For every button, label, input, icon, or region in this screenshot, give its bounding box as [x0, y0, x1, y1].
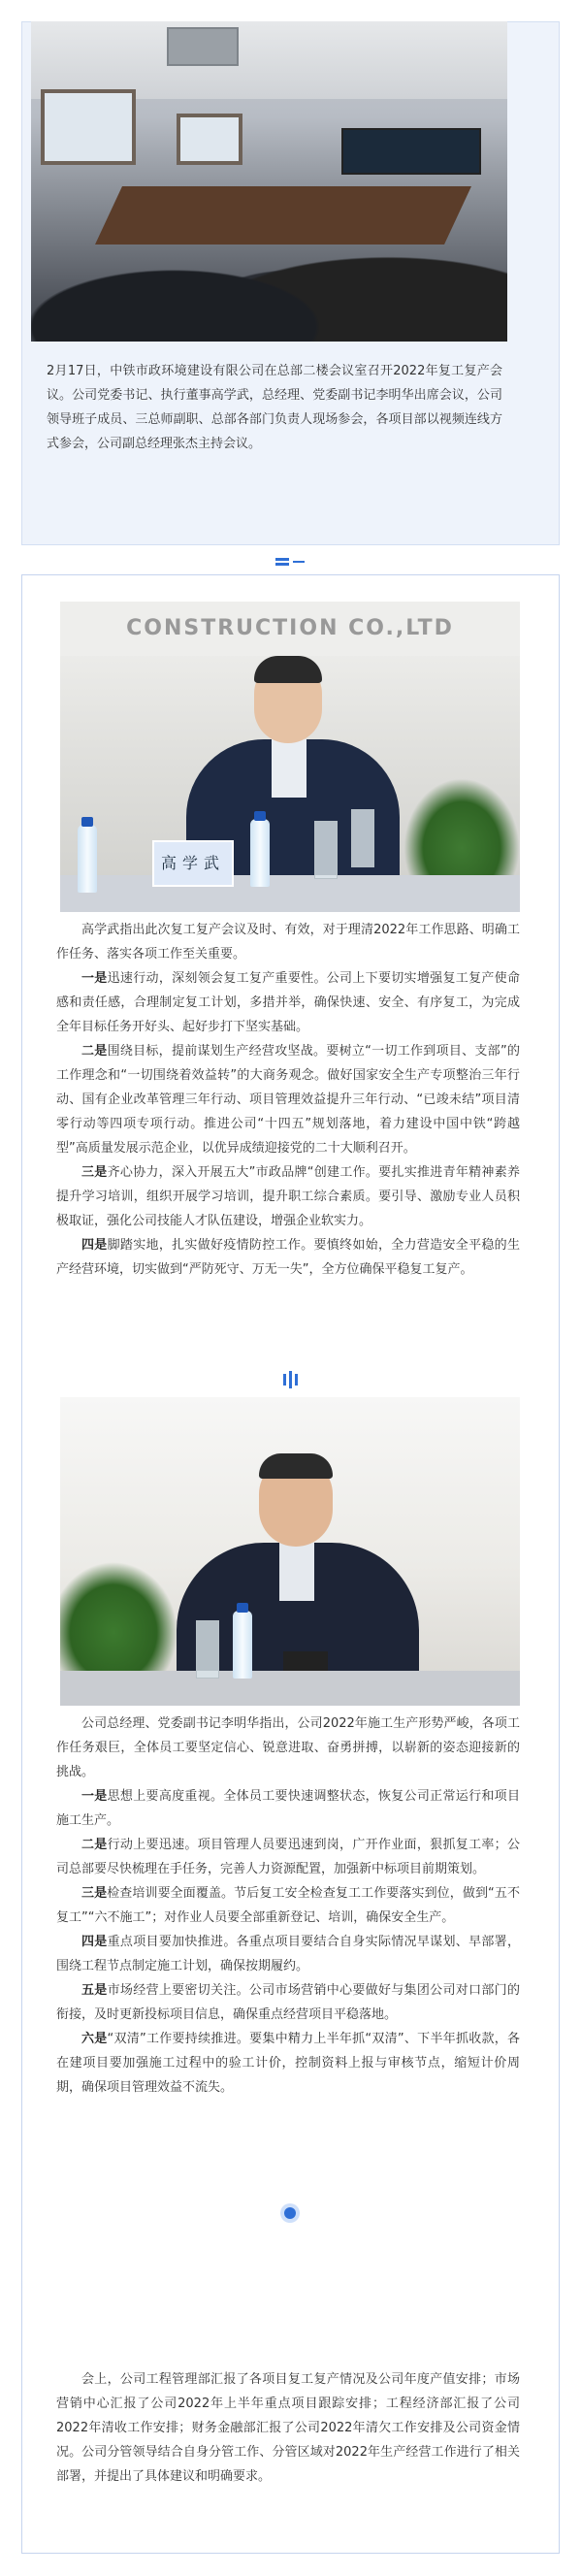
photo-attendees: [31, 196, 507, 342]
speaker-li-photo: [60, 1397, 520, 1706]
photo-ceiling: [31, 21, 507, 99]
photo-desk: [60, 1671, 520, 1706]
photo-window: [41, 89, 136, 165]
list-item: 六是“双清”工作要持续推进。要集中精力上半年抓“双清”、下半年抓收款，各在建项目要加强施工过程中的验工计价，控制资料上报与审核节点，缩短计价周期，确保项目管理效益不流失。: [56, 2032, 520, 2095]
glass: [196, 1620, 219, 1679]
photo-banner-text: CONSTRUCTION CO.,LTD: [60, 602, 520, 656]
divider-bars-icon: [280, 1371, 300, 1388]
water-bottle: [233, 1611, 252, 1679]
photo-window: [177, 114, 242, 165]
water-bottle: [78, 825, 97, 893]
divider-dash-icon: [274, 554, 307, 570]
list-item: 四是脚踏实地，扎实做好疫情防控工作。要慎终如始，全力营造安全平稳的生产经营环境，切实做到“严防死守、万无一失”，全方位确保平稳复工复产。: [56, 1238, 520, 1277]
water-bottle: [250, 819, 270, 887]
list-item: 三是检查培训要全面覆盖。节后复工安全检查复工工作要落实到位，做到“五不复工”“六不施工”；对作业人员要全部重新登记、培训，确保安全生产。: [56, 1886, 520, 1925]
photo-air-conditioner: [167, 27, 239, 66]
microphone-base: [283, 1651, 328, 1671]
speaker-hair: [259, 1453, 333, 1479]
speaker-gao-photo: [60, 602, 520, 912]
list-item: 五是市场经营上要密切关注。公司市场营销中心要做好与集团公司对口部门的衔接，及时更新投标项目信息，确保重点经营项目平稳落地。: [56, 1983, 520, 2022]
glass: [351, 809, 374, 867]
photo-video-wall: [341, 128, 481, 175]
nameplate: 高学武: [152, 840, 234, 887]
list-item: 二是围绕目标，提前谋划生产经营攻坚战。要树立“一切工作到项目、支部”的工作理念和“一切围绕着效益转”的大商务观念。做好国家安全生产专项整治三年行动、国有企业改革管理三年行动、项目管理效益提升三年行动、“已竣未结”项目清零行动等四项专项行动。推进公司“十四五”规划落地，着力建设中国中铁“跨越型”高质量发展示范企业，以优异成绩迎接党的二十大顺利召开。: [56, 1044, 520, 1156]
summary-paragraph: 会上，公司工程管理部汇报了各项目复工复产情况及公司年度产值安排；市场营销中心汇报了公司2022年上半年重点项目跟踪安排；工程经济部汇报了公司2022年清收工作安排；财务金融部汇报了公司2022年清欠工作安排及公司资金情况。公司分管领导结合自身分管工作、分管区域对2022年生产经营工作进行了相关部署，并提出了具体建议和明确要求。: [56, 2372, 520, 2484]
list-item: 一是迅速行动，深刻领会复工复产重要性。公司上下要切实增强复工复产使命感和责任感，合理制定复工计划，多措并举，确保快速、安全、有序复工，为完成全年目标任务开好头、起好步打下坚实基础。: [56, 971, 520, 1034]
section-summary-text: [56, 2367, 520, 2489]
divider-dot-icon: [279, 2202, 301, 2224]
section-li-text: [56, 1712, 520, 2100]
list-item: 三是齐心协力，深入开展五大”市政品牌“创建工作。要扎实推进青年精神素养提升学习培训，组织开展学习培训，提升职工综合素质。要引导、激励专业人员积极取证，强化公司技能人才队伍建设，增强企业软实力。: [56, 1165, 520, 1228]
meeting-room-photo: [31, 21, 507, 342]
glass: [314, 821, 338, 879]
photo-desk: [60, 875, 520, 912]
list-item: 一是思想上要高度重视。全体员工要快速调整状态，恢复公司正常运行和项目施工生产。: [56, 1789, 520, 1828]
section-intro: 公司总经理、党委副书记李明华指出，公司2022年施工生产形势严峻，各项工作任务艰巨，全体员工要坚定信心、锐意进取、奋勇拼搏，以崭新的姿态迎接新的挑战。: [56, 1716, 520, 1779]
speaker-shirt: [279, 1543, 314, 1601]
section-intro: 高学武指出此次复工复产会议及时、有效，对于理清2022年工作思路、明确工作任务、落实各项工作至关重要。: [56, 923, 520, 962]
list-item: 四是重点项目要加快推进。各重点项目要结合自身实际情况早谋划、早部署，围绕工程节点制定施工计划，确保按期履约。: [56, 1935, 520, 1973]
list-item: 二是行动上要迅速。项目管理人员要迅速到岗，广开作业面，狠抓复工率；公司总部要尽快梳理在手任务，完善人力资源配置，加强新中标项目前期策划。: [56, 1838, 520, 1876]
intro-paragraph: 2月17日，中铁市政环境建设有限公司在总部二楼会议室召开2022年复工复产会议。公司党委书记、执行董事高学武，总经理、党委副书记李明华出席会议，公司领导班子成员、三总师副职、总部各部门负责人现场参会，各项目部以视频连线方式参会，公司副总经理张杰主持会议。: [47, 364, 502, 451]
speaker-hair: [254, 656, 322, 683]
section-gao-text: [56, 918, 520, 1282]
speaker-shirt: [272, 739, 307, 798]
